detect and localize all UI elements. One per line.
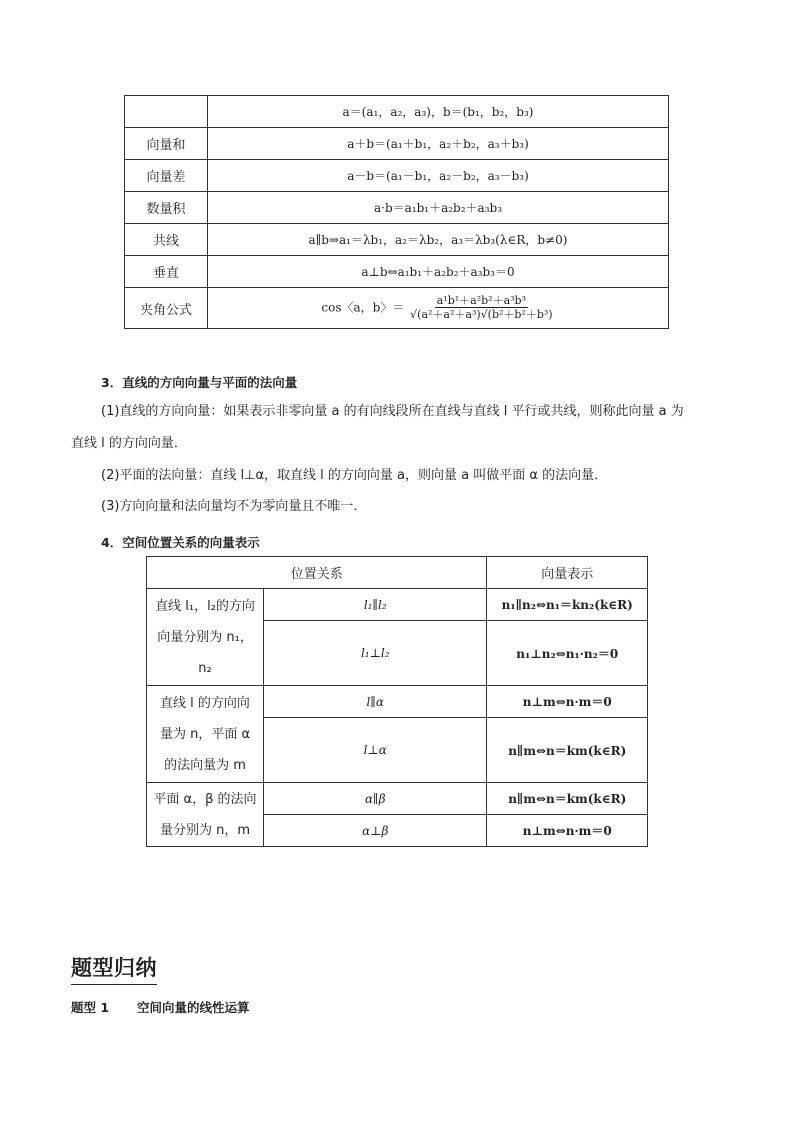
row-label: 共线 [125, 224, 208, 256]
relation-cell: l⊥α [264, 718, 487, 783]
relation-description [147, 783, 264, 847]
row-label: 垂直 [125, 256, 208, 288]
row-label: 数量积 [125, 192, 208, 224]
representation-cell: n₁⊥n₂⇔n₁·n₂＝0 [487, 621, 648, 686]
table-row [125, 160, 669, 192]
fraction [408, 294, 554, 322]
description-line: 的法向量为 m [164, 757, 246, 773]
relation-cell: l₁∥l₂ [264, 589, 487, 621]
paragraph: 直线 l 的方向向量． [71, 436, 187, 451]
row-value: a·b＝a₁b₁＋a₂b₂＋a₃b₃ [208, 192, 669, 224]
relation-cell: l₁⊥l₂ [264, 621, 487, 686]
representation-cell: n⊥m⇔n·m＝0 [487, 686, 648, 718]
paragraph: (3)方向向量和法向量均不为零向量且不唯一． [101, 499, 367, 514]
row-label: 向量差 [125, 160, 208, 192]
row-value: a－b＝(a₁－b₁，a₂－b₂，a₃－b₃) [208, 160, 669, 192]
table-row [125, 288, 669, 329]
table-row [125, 128, 669, 160]
table-row [125, 256, 669, 288]
representation-cell: n⊥m⇔n·m＝0 [487, 815, 648, 847]
empty-header-cell [125, 96, 208, 128]
column-header: 向量表示 [487, 557, 648, 589]
table-row [147, 686, 648, 718]
description-line: 直线 l 的方向向 [160, 695, 250, 711]
table-header-row [147, 557, 648, 589]
row-label: 向量和 [125, 128, 208, 160]
section-heading: 4．空间位置关系的向量表示 [101, 535, 260, 550]
angle-formula-cell [208, 288, 669, 329]
description-line: 向量分别为 n₁， [157, 629, 253, 645]
table-row [125, 192, 669, 224]
formula-prefix: cos〈a，b〉＝ [321, 300, 405, 315]
spatial-relations-table [146, 556, 648, 847]
table-row [125, 224, 669, 256]
question-type-title: 空间向量的线性运算 [137, 1000, 250, 1015]
row-label: 夹角公式 [125, 288, 208, 329]
representation-cell: n₁∥n₂⇔n₁＝kn₂(k∈R) [487, 589, 648, 621]
relation-description [147, 589, 264, 686]
question-type-number: 题型 1 [71, 1000, 110, 1015]
row-value: a＋b＝(a₁＋b₁，a₂＋b₂，a₃＋b₃) [208, 128, 669, 160]
relation-cell: l∥α [264, 686, 487, 718]
paragraph: (1)直线的方向向量：如果表示非零向量 a 的有向线段所在直线与直线 l 平行或共线，则称此向量 a 为 [101, 404, 684, 419]
vector-operations-table [124, 95, 669, 329]
row-value: a∥b⇒a₁＝λb₁，a₂＝λb₂，a₃＝λb₃(λ∈R，b≠0) [208, 224, 669, 256]
description-line: 量为 n，平面 α [159, 726, 251, 742]
table-header-value: a＝(a₁，a₂，a₃)，b＝(b₁，b₂，b₃) [208, 96, 669, 128]
representation-cell: n∥m⇔n＝km(k∈R) [487, 718, 648, 783]
column-header: 位置关系 [147, 557, 487, 589]
description-line: 平面 α，β 的法向 [153, 791, 257, 807]
row-value: a⊥b⇔a₁b₁＋a₂b₂＋a₃b₃＝0 [208, 256, 669, 288]
table-row [147, 589, 648, 621]
table-row [125, 96, 669, 128]
representation-cell: n∥m⇔n＝km(k∈R) [487, 783, 648, 815]
description-line: 直线 l₁，l₂的方向 [155, 598, 255, 614]
description-line: n₂ [198, 660, 212, 676]
table-row [147, 783, 648, 815]
fraction-numerator: a¹b¹＋a²b²＋a³b³ [436, 294, 527, 307]
paragraph: (2)平面的法向量：直线 l⊥α，取直线 l 的方向向量 a，则向量 a 叫做平面 α 的法向量． [101, 468, 608, 483]
description-line: 量分别为 n，m [159, 822, 251, 838]
section-heading: 3．直线的方向向量与平面的法向量 [101, 375, 298, 390]
relation-description [147, 686, 264, 783]
fraction-denominator: √(a²＋a²＋a³)√(b²＋b²＋b³) [410, 308, 553, 321]
section-title: 题型归纳 [71, 952, 157, 985]
relation-cell: α∥β [264, 783, 487, 815]
relation-cell: α⊥β [264, 815, 487, 847]
